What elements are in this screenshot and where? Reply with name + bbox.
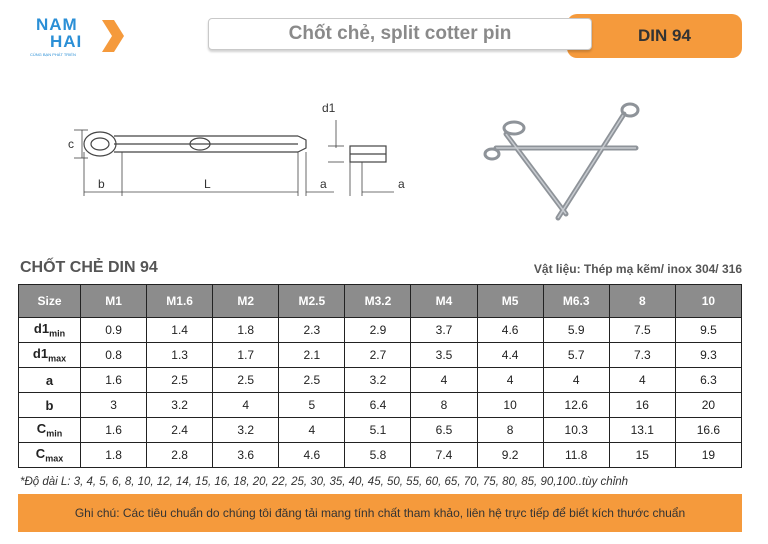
label-a1: a [320,177,327,191]
table-header-cell: M2 [213,285,279,318]
table-cell: 1.3 [147,343,213,368]
table-cell: 2.5 [279,368,345,393]
table-cell: 0.8 [81,343,147,368]
table-cell: 1.6 [81,368,147,393]
spec-table [18,284,742,468]
table-cell: 2.8 [147,443,213,468]
row-label-sub: min [49,328,66,339]
cotter-pin-technical-drawing [44,92,424,208]
company-logo [28,16,128,60]
label-b: b [98,177,105,191]
table-cell: 2.3 [279,318,345,343]
table-header-cell: M2.5 [279,285,345,318]
table-cell: 15 [609,443,675,468]
section-title: CHỐT CHẺ DIN 94 [20,259,158,276]
table-cell: 5.7 [543,343,609,368]
label-a2: a [398,177,405,191]
table-row [19,443,742,468]
table-row [19,318,742,343]
row-label [19,393,81,418]
table-cell: 3 [81,393,147,418]
row-label [19,318,81,343]
table-cell: 4 [411,368,477,393]
table-cell: 5 [279,393,345,418]
table-cell: 5.1 [345,418,411,443]
table-cell: 2.5 [213,368,279,393]
standard-label: DIN 94 [638,26,691,45]
row-label-sub: min [46,428,63,439]
table-cell: 8 [411,393,477,418]
table-cell: 12.6 [543,393,609,418]
row-label-main: d1 [33,321,50,337]
length-note: *Độ dài L: 3, 4, 5, 6, 8, 10, 12, 14, 15, 16, 18, 20, 22, 25, 30, 35, 40, 45, 50, 55, 60, 65, 70, 75, 80, 85, 90,100..tùy chỉnh [20,476,629,488]
table-cell: 7.3 [609,343,675,368]
row-label-main: b [45,397,54,413]
table-cell: 1.8 [81,443,147,468]
logo-tagline: CÙNG BẠN PHÁT TRIỂN [30,52,76,57]
row-label-main: C [36,421,47,437]
table-row [19,368,742,393]
standard-badge [567,14,742,58]
row-label-sub: max [48,353,67,364]
chevron-arrow-icon [100,18,126,54]
table-cell: 10 [477,393,543,418]
table-cell: 20 [675,393,741,418]
table-cell: 4 [609,368,675,393]
table-cell: 4 [477,368,543,393]
table-header-cell: M4 [411,285,477,318]
table-cell: 9.2 [477,443,543,468]
table-cell: 9.5 [675,318,741,343]
table-cell: 6.5 [411,418,477,443]
table-cell: 6.3 [675,368,741,393]
table-cell: 5.8 [345,443,411,468]
table-cell: 4.6 [279,443,345,468]
footer-note-bar [18,494,742,532]
label-d1: d1 [322,101,336,115]
table-cell: 16.6 [675,418,741,443]
table-cell: 4 [543,368,609,393]
table-header-cell: M5 [477,285,543,318]
table-header-cell: 8 [609,285,675,318]
table-header-cell: 10 [675,285,741,318]
table-header-cell: M1 [81,285,147,318]
material-note: Vật liệu: Thép mạ kẽm/ inox 304/ 316 [533,262,742,276]
row-label [19,343,81,368]
table-cell: 8 [477,418,543,443]
table-cell: 11.8 [543,443,609,468]
table-row [19,418,742,443]
table-cell: 6.4 [345,393,411,418]
page-title: Chốt chẻ, split cotter pin [288,23,512,44]
table-cell: 5.9 [543,318,609,343]
table-cell: 1.6 [81,418,147,443]
table-header-cell: M6.3 [543,285,609,318]
table-cell: 2.4 [147,418,213,443]
table-cell: 9.3 [675,343,741,368]
table-cell: 1.7 [213,343,279,368]
table-cell: 2.5 [147,368,213,393]
row-label [19,368,81,393]
table-cell: 4.4 [477,343,543,368]
label-c: c [68,137,74,151]
table-cell: 0.9 [81,318,147,343]
label-L: L [204,177,211,191]
table-cell: 19 [675,443,741,468]
table-cell: 7.5 [609,318,675,343]
table-cell: 4 [213,393,279,418]
row-label [19,418,81,443]
logo-line-1: NAM [36,15,78,34]
logo-line-2: HAI [50,32,83,51]
table-cell: 2.7 [345,343,411,368]
table-header-cell: M1.6 [147,285,213,318]
table-cell: 3.2 [345,368,411,393]
table-cell: 4 [279,418,345,443]
table-cell: 3.6 [213,443,279,468]
table-cell: 1.4 [147,318,213,343]
table-cell: 7.4 [411,443,477,468]
table-cell: 3.5 [411,343,477,368]
table-cell: 3.2 [213,418,279,443]
cotter-pin-photo [476,96,656,232]
row-label-main: a [45,372,54,388]
footer-note: Ghi chú: Các tiêu chuẩn do chúng tôi đăng tải mang tính chất tham khảo, liên hệ trực tiếp để biết kích thước chuẩn [74,506,686,520]
table-header-row [19,285,742,318]
table-cell: 13.1 [609,418,675,443]
table-cell: 10.3 [543,418,609,443]
row-label-main: d1 [32,346,49,362]
table-row [19,393,742,418]
table-row [19,343,742,368]
table-cell: 3.2 [147,393,213,418]
table-cell: 2.1 [279,343,345,368]
row-label [19,443,81,468]
table-header-cell: M3.2 [345,285,411,318]
table-header-cell: Size [19,285,81,318]
table-cell: 4.6 [477,318,543,343]
page-title-box [208,18,592,50]
table-cell: 16 [609,393,675,418]
row-label-sub: max [45,453,64,464]
row-label-main: C [35,446,46,462]
table-cell: 1.8 [213,318,279,343]
table-cell: 3.7 [411,318,477,343]
table-cell: 2.9 [345,318,411,343]
